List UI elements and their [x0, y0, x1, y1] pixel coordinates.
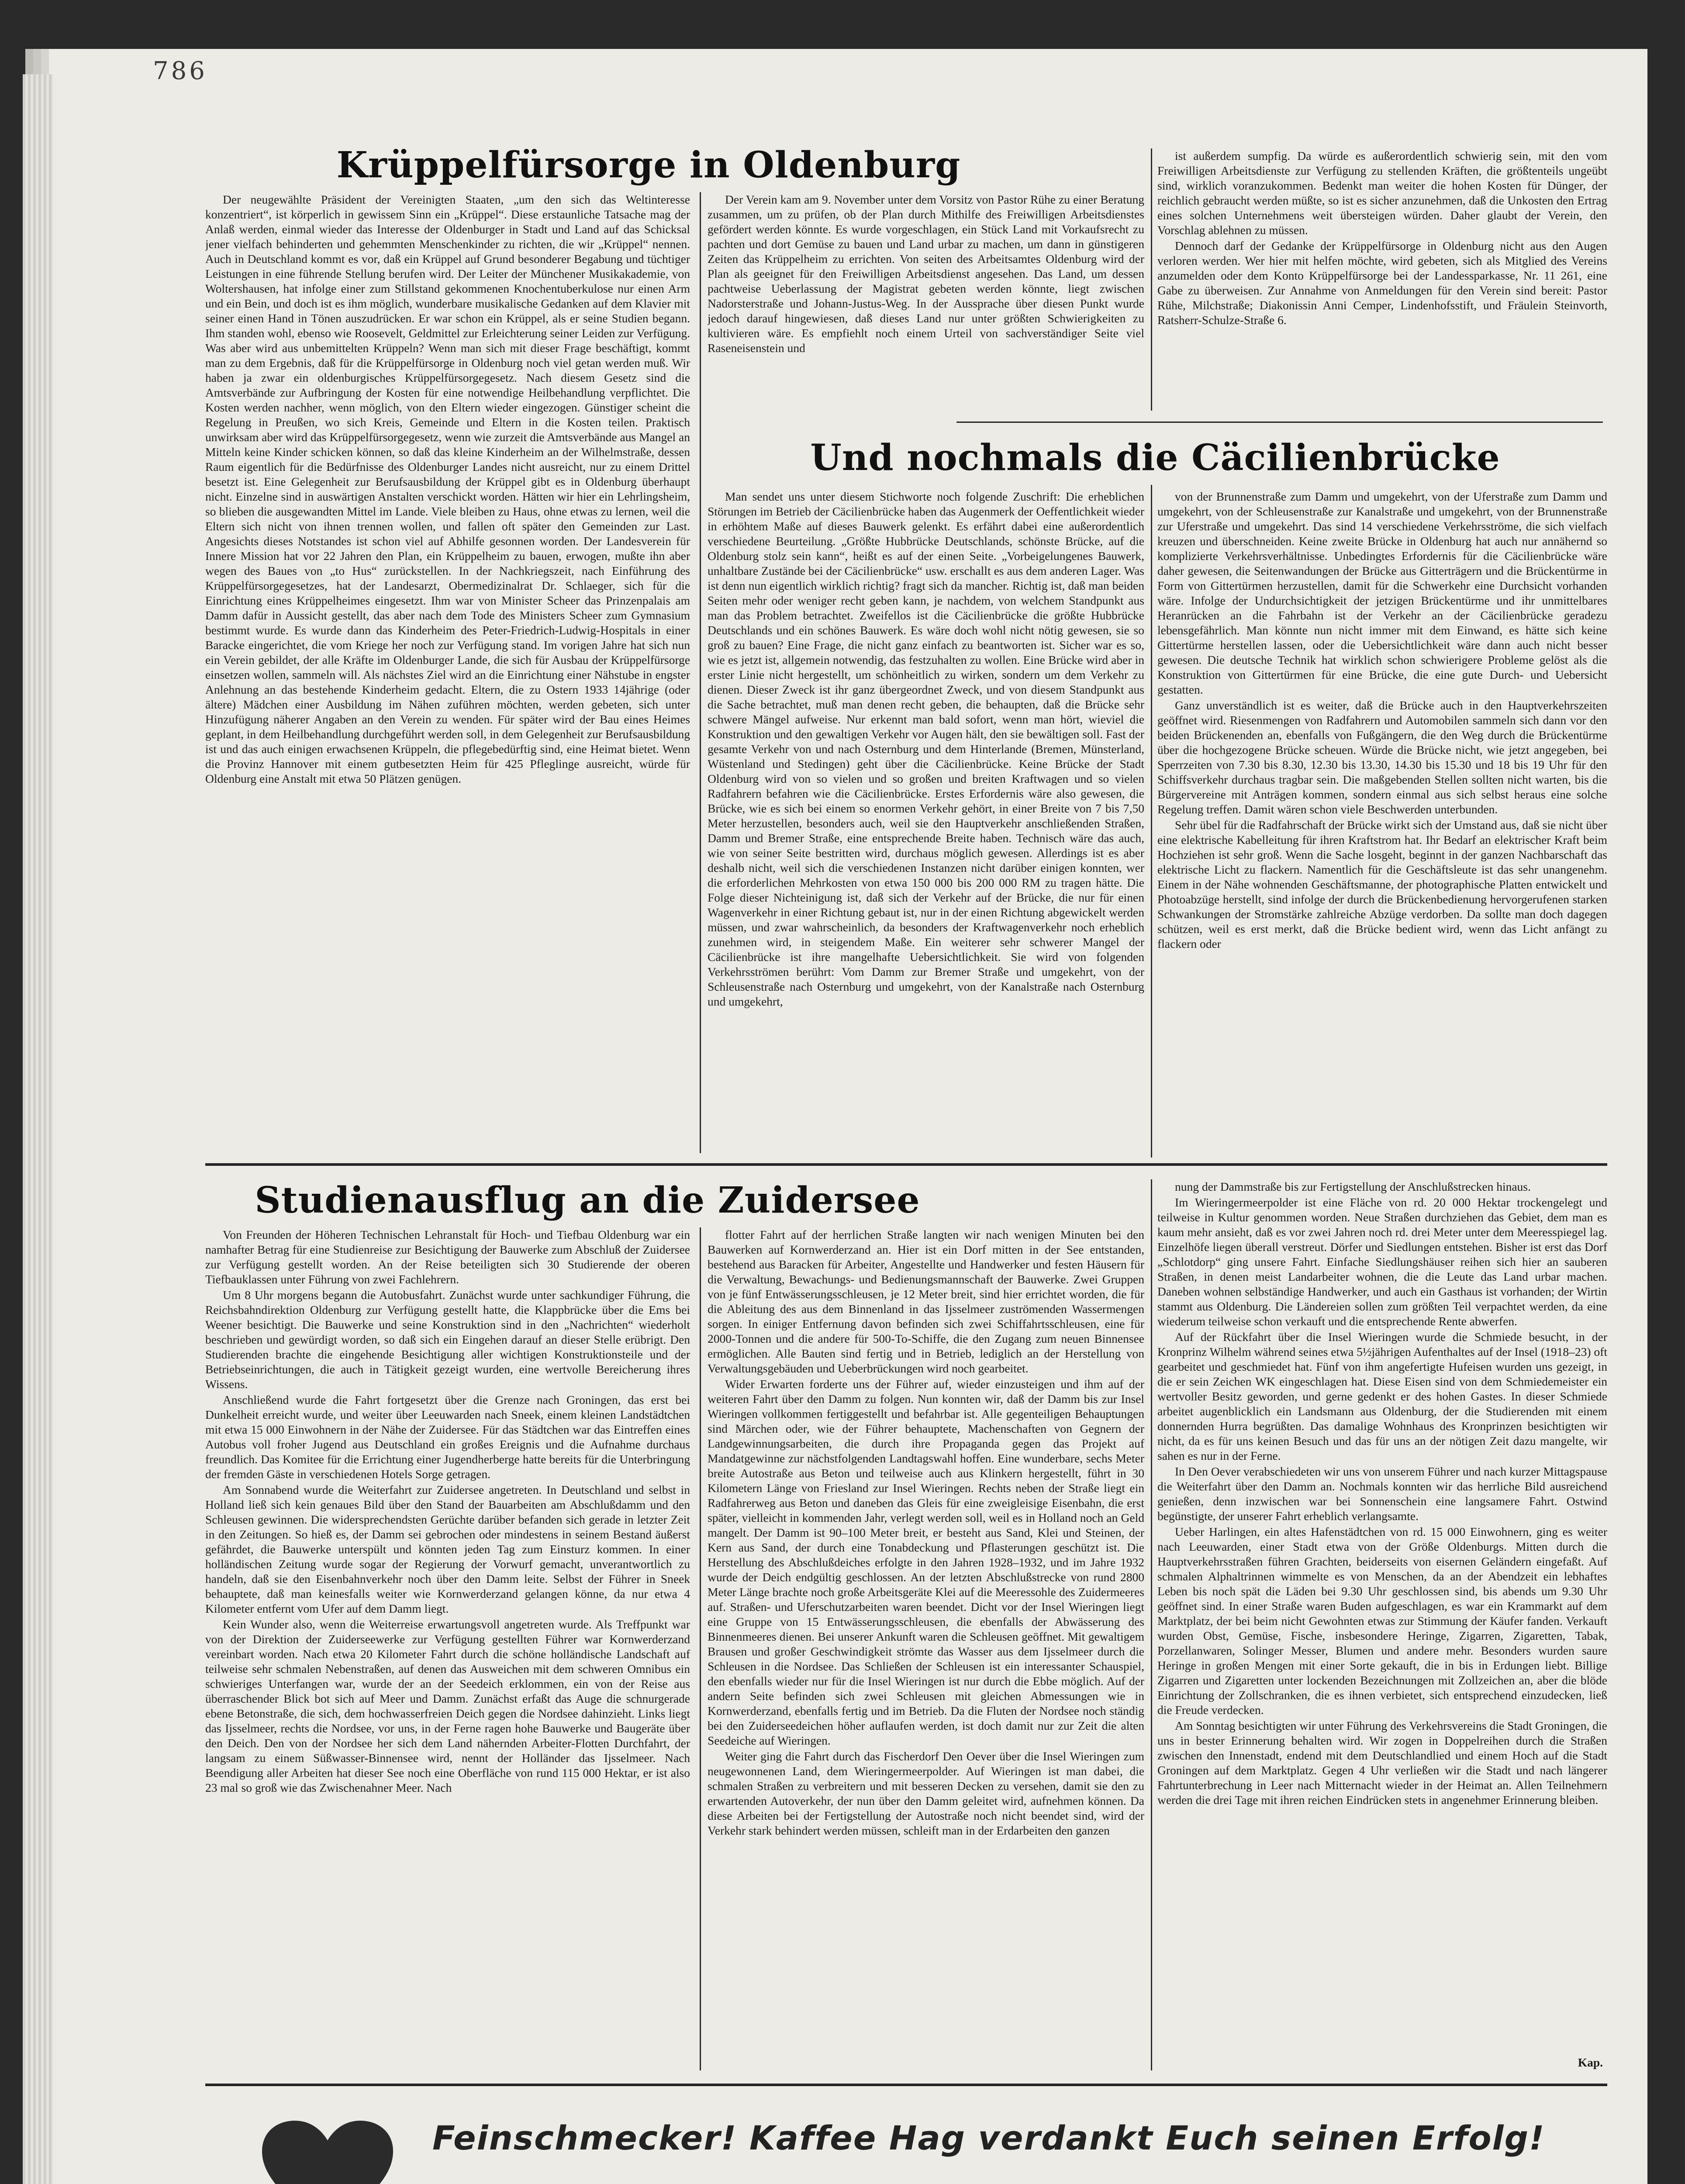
article-title-krueppelfuersorge: Krüppelfürsorge in Oldenburg — [336, 144, 961, 186]
ad-divider — [205, 2084, 1607, 2086]
column-rule — [1151, 485, 1152, 1158]
column-rule — [1151, 149, 1152, 411]
paragraph: nung der Dammstraße bis zur Fertigstellung der Anschlußstrecken hinaus. — [1175, 1180, 1531, 1193]
paragraph: Kein Wunder also, wenn die Weiterreise erwartungsvoll angetreten wurde. Als Treffpunkt war von der Direktion der Zuiderseewerke zur Verfügung gestellten Führer war Kornwerderzand vereinbart worden. Nach etwa 20 Kilometer Fahrt durch die schöne holländische Landschaft auf teilweise sehr schmalen Nebenstraßen, auf denen das Ausweichen mit dem schweren Omnibus ein schwieriges Unterfangen war, wurde der an der Seedeich erklommen, ein von der Reise aus überraschender Blick bot sich auf Meer und Damm. Zunächst erfaßt das Auge die schnurgerade ebene Betonstraße, die sich, dem hochwasserfreien Deich gegen die Nordsee dahinzieht. Links liegt das Ijsselmeer, rechts die Nordsee, vor uns, in der Ferne ragen hohe Bauwerke und Baugeräte über den Deich. Den von der Nordsee her sich dem Land nähernden Arbeiter-Flotten Durchfahrt, der langsam zu einem Süßwasser-Binnensee wird, nennt der Holländer das Ijsselmeer. Nach Beendigung aller Arbeiten hat dieser See noch eine Oberfläche von rund 115 000 Hektar, er ist also 23 mal so groß wie das Zwischenahner Meer. Nach — [205, 1617, 690, 1794]
paragraph: Wider Erwarten forderte uns der Führer auf, wieder einzusteigen und ihm auf der weiteren Fahrt über den Damm zu folgen. Nun konnten wir, daß der Damm bis zur Insel Wieringen vollkommen fertiggestellt und befahrbar ist. Alle gegenteiligen Behauptungen sind Märchen oder, wie der Führer behauptete, Machenschaften von Gegnern der Landgewinnungsarbeiten, die durch ihre Propaganda gegen das Projekt auf Mandatgewinne zur nächstfolgenden Landtagswahl hoffen. Eine wunderbare, sechs Meter breite Autostraße aus Beton und teilweise auch aus Klinkern hergestellt, führt in 30 Kilometern Länge von Friesland zur Insel Wieringen. Rechts neben der Straße liegt ein Radfahrerweg aus Beton und daneben das Gleis für eine zweigleisige Eisenbahn, die erst später, vielleicht in kommenden Jahr, verlegt werden soll, weil es in Holland noch an Geld mangelt. Der Damm ist 90–100 Meter breit, er besteht aus Sand, Klei und Steinen, der Kern aus Sand, der durch eine Tonabdeckung und Pflasterungen geschützt ist. Die Herstellung des Abschlußdeiches erfolgte in den Jahren 1928–1932, und im Jahre 1932 wurde der Deich endgültig geschlossen. An der letzten Abschlußstrecke von rund 2800 Meter Länge brachte noch große Arbeitsgeräte Klei auf die Meeressohle des Zuidermeeres auf. Straßen- und Uferschutzarbeiten waren beendet. Dicht vor der Insel Wieringen liegt eine Gruppe von 15 Entwässerungsschleusen, die ebenfalls der Abwässerung des Binnenmeeres dienen. Bei unserer Ankunft waren die Schleusen geöffnet. Mit gewaltigem Brausen und großer Geschwindigkeit strömte das Wasser aus dem Ijsselmeer durch die Schleusen in die Nordsee. Das Schließen der Schleusen ist ein interessanter Schauspiel, den ebenfalls wieder nur für die Insel Wieringen ist nur durch die Ebbe möglich. Auf der andern Seite befinden sich zwei Schleusen mit gleichen Abmessungen wie in Kornwerderzand, ebenfalls fertig und im Betrieb. Da die Fluten der Nordsee noch ständig bei den Zuiderseedeichen höher auflaufen werden, ist doch damit nur zur Zeit die alten Seedeiche auf Wieringen. — [708, 1377, 1144, 1747]
paragraph: Anschließend wurde die Fahrt fortgesetzt über die Grenze nach Groningen, das erst bei Dunkelheit erreicht wurde, und weiter über Leeuwarden nach Sneek, einem kleinen Landstädtchen mit etwa 15 000 Einwohnern in der Nähe der Zuidersee. Für das Städtchen war das Eintreffen eines Autobus voll froher Jugend aus Deutschland ein großes Ereignis und die Aufnahme durchaus freundlich. Das Komitee für die Errichtung einer Jugendherberge hatte bereits für die Unterbringung der fremden Gäste in verschiedenen Hotels Sorge getragen. — [205, 1393, 690, 1481]
article3-column-1 — [205, 1227, 690, 2070]
paragraph: In Den Oever verabschiedeten wir uns von unserem Führer und nach kurzer Mittagspause die Weiterfahrt über den Damm an. Nochmals konnten wir das herrliche Bild ausreichend genießen, denn inzwischen war bei Sonnenschein eine langsamere Fahrt. Ostwind begünstigte, der unserer Fahrt erheblich verlangsamte. — [1157, 1465, 1607, 1523]
article3-column-2 — [708, 1227, 1144, 2070]
paragraph: Der Verein kam am 9. November unter dem Vorsitz von Pastor Rühe zu einer Beratung zusammen, um zu prüfen, ob der Plan durch Mithilfe des Freiwilligen Arbeitsdienstes gefördert werden könnte. Es wurde vorgeschlagen, ein Stück Land mit Vorkaufsrecht zu pachten und dort Gemüse zu bauen und Land urbar zu machen, um dann in günstigeren Zeiten das Krüppelheim zu errichten. Von seiten des Arbeitsamtes Oldenburg wird der Plan als geeignet für den Freiwilligen Arbeitsdienst angesehen. Das Land, um dessen pachtweise Ueberlassung der Magistrat gebeten werden könnte, liegt zwischen Nadorsterstraße und Johann-Justus-Weg. In der Aussprache über diesen Punkt wurde jedoch darauf hingewiesen, daß dieses Land nur unter größten Schwierigkeiten zu kultivieren wäre. Es empfiehlt noch einem Urteil von sachverständiger Seite viel Raseneisenstein und — [708, 193, 1144, 355]
article1-column-3 — [1157, 149, 1607, 419]
column-rule — [700, 1227, 701, 2070]
paragraph: Man sendet uns unter diesem Stichworte noch folgende Zuschrift: Die erheblichen Störungen im Betrieb der Cäcilienbrücke haben das Augenmerk der Oeffentlichkeit wieder in erhöhtem Maße auf dieses Bauwerk gelenkt. Es erfährt dabei eine außerordentlich verschiedene Beurteilung. „Größte Hubbrücke Deutschlands, schönste Brücke, auf die Oldenburg stolz sein kann“, heißt es auf der einen Seite. „Vorbeigelungenes Bauwerk, unhaltbare Zustände bei der Cäcilienbrücke“ usw. erschallt es aus dem anderen Lager. Was ist denn nun eigentlich wirklich richtig? fragt sich da mancher. Richtig ist, daß man beiden Seiten mehr oder weniger recht geben kann, je nachdem, von welchem Standpunkt aus man das Problem betrachtet. Zweifellos ist die Cäcilienbrücke die größte Hubbrücke Deutschlands und ein schönes Bauwerk. Es wäre doch wohl nicht nötig gewesen, sie so groß zu bauen? Eine Frage, die nicht ganz einfach zu beantworten ist. Sicher war es so, wie es jetzt ist, allgemein notwendig, das festzuhalten zu wollen. Eine Brücke wird aber in erster Linie nicht hergestellt, um schönheitlich zu wirken, sondern um dem Verkehr zu dienen. Dieser Zweck ist ihr ganz übergeordnet Zweck, und von diesem Standpunkt aus die Sache betrachtet, muß man denen recht geben, die behaupten, daß die Brücke sehr schwere Mängel aufweise. Nur erkennt man bald sofort, wenn man hört, wieviel die Konstruktion und den gewaltigen Verkehr vor Augen hält, den sie bewältigen soll. Fast der gesamte Verkehr von und nach Osternburg und dem Hinterlande (Bremen, Münsterland, Wüstenland und Stedingen) geht über die Cäcilienbrücke. Keine Brücke der Stadt Oldenburg wird von so vielen und so großen und breiten Kraftwagen und so vielen Radfahrern befahren wie die Cäcilienbrücke. Erstes Erfordernis wäre also gewesen, die Brücke, wie es sich bei einem so enormen Verkehr gehört, in einer Breite von 7 bis 7,50 Meter herzustellen, besonders auch, weil sie den Hauptverkehr anschließenden Straßen, Damm und Bremer Straße, eine entsprechende Breite haben. Technisch wäre das auch, wie von seiner Seite bestritten wird, durchaus möglich gewesen. Allerdings ist es aber deshalb nicht, weil sich die verschiedenen Instanzen nicht darüber einigen konnten, wer die erforderlichen Mehrkosten von etwa 150 000 bis 200 000 RM zu tragen hätte. Die Folge dieser Nichteinigung ist, daß sich der Verkehr auf der Brücke, die nur für einen Wagenverkehr in einer Richtung gebaut ist, nur in der einen Richtung abgewickelt werden müssen, und zwar wahrscheinlich, da besonders der Kraftwagenverkehr noch erheblich zunehmen wird, in steigendem Maße. Ein weiterer sehr schwerer Mangel der Cäcilienbrücke ist ihre mangelhafte Uebersichtlichkeit. Sie wird von folgenden Verkehrsströmen berührt: Vom Damm zur Bremer Straße und umgekehrt, von der Schleusenstraße nach Osternburg und umgekehrt, von der Kanalstraße nach Osternburg und umgekehrt, — [708, 490, 1144, 1008]
article2-column-1 — [708, 489, 1144, 1158]
paragraph: Dennoch darf der Gedanke der Krüppelfürsorge in Oldenburg nicht aus den Augen verloren werden. Wer hier mit helfen möchte, wird gebeten, sich als Mitglied des Vereins anzumelden oder dem Konto Krüppelfürsorge bei der Landessparkasse, Nr. 11 261, eine Gabe zu überweisen. Zur Annahme von Anmeldungen für den Verein sind bereit: Pastor Rühe, Milchstraße; Diakonissin Anni Cemper, Lindenhofsstift, und Fräulein Steinvorth, Ratsherr-Schulze-Straße 6. — [1157, 239, 1607, 327]
paragraph: von der Brunnenstraße zum Damm und umgekehrt, von der Uferstraße zum Damm und umgekehrt, von der Schleusenstraße zur Kanalstraße und umgekehrt, von der Brunnenstraße zur Uferstraße und umgekehrt. Das sind 14 verschiedene Verkehrsströme, die sich vielfach kreuzen und überschneiden. Keine zweite Brücke in Oldenburg hat auch nur annähernd so komplizierte Verkehrsverhältnisse. Unbedingtes Erfordernis für die Cäcilienbrücke wäre daher gewesen, die Seitenwandungen der Brücke aus Gitterträgern und die Brückentürme in Form von Gittertürmen herzustellen, damit für die Schwerkehr eine Durchsicht vorhanden wäre. Infolge der Undurchsichtigkeit der jetzigen Brückentürme und ihr unmittelbares Heranrücken an die Fahrbahn ist der Verkehr an der Cäcilienbrücke geradezu lebensgefährlich. Man könnte nun nicht immer mit dem Einwand, es hätte sich keine Gittertürme herstellen lassen, oder die Uebersichtlichkeit wäre dann auch nicht besser gewesen. Die deutsche Technik hat wirklich schon schwierigere Probleme gelöst als die Konstruktion von Gittertürmen für eine Brücke, die eine gute Durch- und Uebersicht gestatten. — [1157, 490, 1607, 696]
paragraph: ist außerdem sumpfig. Da würde es außerordentlich schwierig sein, mit den vom Freiwilligen Arbeitsdienste zur Verfügung zu stellenden Kräften, die größtenteils ungeübt sind, wirklich voranzukommen. Bedenkt man weiter die hohen Kosten für Dünger, der reichlich gebraucht werden müßte, so ist es sicher anzunehmen, daß die Unkosten den Ertrag eines solchen Unternehmens weit übersteigen würden. Daher glaubt der Verein, den Vorschlag ablehnen zu müssen. — [1157, 149, 1607, 237]
section-divider — [956, 422, 1603, 423]
article-title-studienausflug: Studienausflug an die Zuidersee — [255, 1179, 920, 1221]
page-number: 786 — [153, 57, 207, 85]
paragraph: Ganz unverständlich ist es weiter, daß die Brücke auch in den Hauptverkehrszeiten geöffnet wird. Riesenmengen von Radfahrern und Automobilen sammeln sich dann vor den beiden Brückenenden an, ebenfalls von Fußgängern, die den Weg durch die Brückentürme über die hochgezogene Brücke scheuen. Würde die Brücke nicht, wie jetzt angegeben, bei Sperrzeiten von 7.30 bis 8.30, 12.30 bis 13.30, 14.30 bis 15.30 und 18 bis 19 Uhr für den Schiffsverkehr durchaus tragbar sein. Die maßgebenden Stellen sollten nicht warten, bis die Bürgervereine mit Anträgen kommen, sondern einmal aus sich selbst heraus eine solche Regelung treffen. Damit wären schon viele Beschwerden unterbunden. — [1157, 698, 1607, 816]
paragraph: Um 8 Uhr morgens begann die Autobusfahrt. Zunächst wurde unter sachkundiger Führung, die Reichsbahndirektion Oldenburg zur Verfügung gestellt hatte, die Klappbrücke über die Ems bei Weener besichtigt. Die Bauwerke und seine Konstruktion sind in den „Nachrichten“ wiederholt beschrieben und gewürdigt worden, so daß sich ein Eingehen darauf an dieser Stelle erübrigt. Den Studierenden brachte die eingehende Besichtigung aller wichtigen Konstruktionsteile und der Betriebseinrichtungen, die auch in Tätigkeit gezeigt wurden, eine wertvolle Bereicherung ihres Wissens. — [205, 1288, 690, 1391]
coffee-advertisement — [310, 2114, 1585, 2184]
stacked-page-edges — [23, 74, 53, 2184]
paragraph: Sehr übel für die Radfahrschaft der Brücke wirkt sich der Umstand aus, daß sie nicht über eine elektrische Kabelleitung für ihren Kraftstrom hat. Ihr Bedarf an elektrischer Kraft beim Hochziehen ist sehr groß. Wenn die Sache losgeht, beginnt in der ganzen Nachbarschaft das elektrische Licht zu flackern. Namentlich für die Geschäftsleute ist das sehr unangenehm. Einem in der Nähe wohnenden Geschäftsmanne, der photographische Platten entwickelt und Photoabzüge herstellt, sind infolge der durch die Brückenbedienung hervorgerufenen starken Schwankungen der Stromstärke zahlreiche Abzüge verdorben. Da sollte man doch dagegen schützen, weil es erst merkt, daß die Brücke bedient wird, wenn das Licht anfängt zu flackern oder — [1157, 818, 1607, 950]
paragraph: Von Freunden der Höheren Technischen Lehranstalt für Hoch- und Tiefbau Oldenburg war ein namhafter Betrag für eine Studienreise zur Besichtigung der Bauwerke zum Abschluß der Zuidersee zur Verfügung gestellt worden. An der Reise beteiligten sich 30 Studierende der oberen Tiefbauklassen unter Führung von zwei Fachlehrern. — [205, 1228, 690, 1286]
column-rule — [700, 192, 701, 1153]
paragraph: Weiter ging die Fahrt durch das Fischerdorf Den Oever über die Insel Wieringen zum neugewonnenen Land, dem Wieringermeerpolder. Auf Wieringen ist man dabei, die schmalen Straßen zu verbreitern und mit besseren Decken zu versehen, damit sie den zu erwartenden Autoverkehr, der nun über den Damm geleitet wird, aufnehmen können. Da diese Arbeiten bei der Fertigstellung der Autostraße noch nicht beendet sind, wird der Verkehr stark behindert werden müssen, schleift man in der Erdarbeiten den ganzen — [708, 1749, 1144, 1837]
article2-column-2 — [1157, 489, 1607, 1158]
article-title-caecilienbruecke: Und nochmals die Cäcilienbrücke — [810, 437, 1500, 479]
paragraph: Auf der Rückfahrt über die Insel Wieringen wurde die Schmiede besucht, in der Kronprinz Wilhelm während seines etwa 5½jährigen Aufenthaltes auf der Insel (1918–23) oft gearbeitet und geschmiedet hat. Fünf von ihm angefertigte Hufeisen wurden uns gezeigt, in die er sein Zeichen WK eingeschlagen hat. Diese Eisen sind von dem Schmiedemeister ein wertvoller Besitz geworden, und gerne gedenkt er des hohen Gastes. In dieser Schmiede arbeitet augenblicklich ein Landsmann aus Oldenburg, der die Studierenden mit einem donnernden Hurra begrüßten. Das damalige Wohnhaus des Kronprinzen besichtigten wir nicht, da es für uns keinen Besuch und das für uns an der nötigen Zeit dazu mangelte, wir sahen es nur in der Ferne. — [1157, 1330, 1607, 1462]
paragraph: Im Wieringermeerpolder ist eine Fläche von rd. 20 000 Hektar trockengelegt und teilweise in Kultur genommen worden. Neue Straßen durchziehen das Gebiet, dem man es kaum mehr ansieht, daß es vor zwei Jahren noch rd. drei Meter unter dem Meeresspiegel lag. Einzelhöfe liegen überall verstreut. Dörfer und Siedlungen entstehen. Bisher ist erst das Dorf „Schlotdorp“ ging unsere Fahrt. Einfache Siedlungshäuser reihen sich hier an sauberen Straßen, in denen meist Landarbeiter wohnen, die die Leute das Land urbar machen. Daneben wohnen selbständige Handwerker, und auch ein Gasthaus ist vorhanden; der Wirtin stammt aus Oldenburg. Die Ländereien sollen zum größten Teil verpachtet werden, da eine wiederum teilweise schon verkauft und die entsprechende Rente abwerfen. — [1157, 1196, 1607, 1328]
paragraph: Der neugewählte Präsident der Vereinigten Staaten, „um den sich das Weltinteresse konzentriert“, ist körperlich in gewissem Sinn ein „Krüppel“. Diese erstaunliche Tatsache mag der Anlaß werden, einmal wieder das Interesse der Oldenburger in Stadt und Land auf das Schicksal jener vielfach behinderten und gehemmten Menschenkinder zu richten, die wir „Krüppel“ nennen. Auch in Deutschland kommt es vor, daß ein Krüppel auf Grund besonderer Begabung und tüchtiger Leistungen in eine führende Stellung berufen wird. Der Leiter der Münchener Musikakademie, von Woltershausen, hat infolge einer zum Stillstand gekommenen Knochentuberkulose nur einen Arm und ein Bein, und doch ist es ihm möglich, wunderbare musikalische Gedanken auf dem Klavier mit seiner einen Hand in Tönen auszudrücken. Er war schon ein Krüppel, als er seine Studien begann. Ihm standen wohl, ebenso wie Roosevelt, Geldmittel zur Erleichterung seiner Leiden zur Verfügung. Was aber wird aus unbemittelten Krüppeln? Wenn man sich mit dieser Frage beschäftigt, kommt man zu dem Ergebnis, daß für die Krüppelfürsorge in Oldenburg noch viel getan werden muß. Wir haben ja zwar ein oldenburgisches Krüppelfürsorgegesetz. Nach diesem Gesetz sind die Amtsverbände zur Aufbringung der Kosten für eine notwendige Heilbehandlung verpflichtet. Die Kosten werden nachher, wenn möglich, von den Eltern wieder eingezogen. Günstiger scheint die Regelung in Preußen, wo sich Kreis, Gemeinde und Eltern in die Kosten teilen. Praktisch unwirksam aber wird das Krüppelfürsorgegesetz, wenn wie zurzeit die Amtsverbände aus Mangel an Mitteln keine Kinder schicken können, so daß das kleine Kinderheim an der Wilhelmstraße, dessen Raum eigentlich für die Bedürfnisse des Oldenburger Landes nicht ausreicht, nur zu einem Drittel besetzt ist. Eine Gelegenheit zur Berufsausbildung der Krüppel gibt es in Oldenburg überhaupt nicht. Einzelne sind in auswärtigen Anstalten verschickt worden. Hätten wir hier ein Lehrlingsheim, so blieben die ausgewandten Mittel im Lande. Viele bleiben zu Haus, ohne etwas zu lernen, weil die Eltern sich nicht von ihnen trennen wollen, und fallen oft später den Gemeinden zur Last. Angesichts dieses Notstandes ist schon viel auf Abhilfe gesonnen worden. Der Landesverein für Innere Mission hat vor 22 Jahren den Plan, ein Krüppelheim zu bauen, erwogen, mußte ihn aber wegen des Baues von „to Hus“ zurückstellen. In der Nachkriegszeit, nach Einführung des Krüppelfürsorgegesetzes, hat der Landesarzt, Obermedizinalrat Dr. Schlaeger, sich für die Einrichtung eines Krüppelheimes eingesetzt. Ihm war von Minister Scheer das Prinzenpalais am Damm dafür in Aussicht gestellt, das aber nach dem Tode des Ministers Scheer zum Gymnasium bestimmt wurde. Es wurde dann das Kinderheim des Peter-Friedrich-Ludwig-Hospitals in einer Baracke eingerichtet, die vom Kriege her noch zur Verfügung stand. Im vorigen Jahre hat sich nun ein Verein gebildet, der alle Kräfte im Oldenburger Lande, die sich für Ausbau der Krüppelfürsorge einsetzen wollen, sammeln will. Als nächstes Ziel wird an die Einrichtung einer Nähstube in engster Anlehnung an das bestehende Kinderheim gedacht. Eltern, die zu Ostern 1933 14jährige (oder ältere) Mädchen einer Ausbildung im Nähen zuführen möchten, werden gebeten, sich unter Hinzufügung näherer Angaben an den Verein zu wenden. Für später wird der Bau eines Heimes geplant, in dem Heilbehandlung durchgeführt werden soll, in dem Gelegenheit zur Berufsausbildung ist und das auch einigen erwachsenen Krüppeln, die pflegebedürftig sind, eine Heimat bietet. Wenn die Provinz Hannover mit einem gutbesetzten Heim für 425 Pfleglinge ausreicht, würde für Oldenburg eine Anstalt mit etwa 50 Plätzen genügen. — [205, 193, 690, 785]
article1-column-2 — [708, 192, 1144, 419]
section-divider — [205, 1163, 1607, 1166]
article3-signature: Kap. — [1578, 2056, 1603, 2069]
article3-column-3 — [1157, 1179, 1607, 2053]
paragraph: flotter Fahrt auf der herrlichen Straße langten wir nach wenigen Minuten bei den Bauwerken auf Kornwerderzand an. Hier ist ein Dorf mitten in der See entstanden, bestehend aus Baracken für Arbeiter, Angestellte und Handwerker und festen Häusern für die Verwaltung, Bewachungs- und Bedienungsmannschaft der Bauwerke. Zwei Gruppen von je fünf Entwässerungsschleusen, je 12 Meter breit, sind hier errichtet worden, die für die Ableitung des aus dem Binnenland in das Ijsselmeer zuströmenden Wassermengen sorgen. In einiger Entfernung davon befinden sich zwei Schiffahrtsschleusen, eine für 2000-Tonnen und die andere für 500-To-Schiffe, die den Zugang zum neuen Binnensee ermöglichen. Alle Bauten sind fertig und in Betrieb, lediglich an der Herstellung von Verwaltungsgebäuden und Ueberbrückungen wird noch gearbeitet. — [708, 1228, 1144, 1375]
paragraph: Ueber Harlingen, ein altes Hafenstädtchen von rd. 15 000 Einwohnern, ging es weiter nach Leeuwarden, einer Stadt etwa von der Größe Oldenburgs. Mitten durch die Hauptverkehrsstraßen führen Grachten, beiderseits von eisernen Geländern eingefaßt. Auf schmalen Alphaltrinnen wimmelte es von Menschen, da an der Abendzeit ein lebhaftes Leben bis noch spät die Läden bei 9.30 Uhr geschlossen sind, bis abends um 9.30 Uhr geöffnet sind. In einer Straße waren Buden aufgeschlagen, es war ein Krammarkt auf dem Marktplatz, der bei beim nicht Gewohnten etwas zur Stimmung der Käufer fanden. Verkauft wurden Obst, Gemüse, Fische, insbesondere Heringe, Zigarren, Zigaretten, Tabak, Porzellanwaren, Solinger Messer, Blumen und andere mehr. Besonders wurden saure Heringe in großen Mengen mit einer Sorte gekauft, die in bis in Erdungen liebt. Billige Zigarren und Zigaretten unter lockenden Bezeichnungen mit Zollzeichen an, aber die blöde Einrichtung der Zollschranken, die es ihnen verbietet, sich entsprechend einzudecken, ließ die Freude verdecken. — [1157, 1525, 1607, 1717]
column-rule — [1151, 1179, 1152, 2070]
article1-column-1 — [205, 192, 690, 1153]
paragraph: Am Sonnabend wurde die Weiterfahrt zur Zuidersee angetreten. In Deutschland und selbst in Holland ließ sich kein genaues Bild über den Stand der Bauarbeiten am Abschlußdamm und den Schleusen gewinnen. Die widersprechendsten Gerüchte darüber befanden sich gerade in letzter Zeit in den Zeitungen. So hieß es, der Damm sei gebrochen oder mindestens in seinem Bestand äußerst gefährdet, die Bauwerke unterspült und könnten jeden Tag zum Einsturz kommen. In einer holländischen Zeitung wurde sogar der Regierung der Vorwurf gemacht, unverantwortlich zu handeln, daß sie den Eisenbahnverkehr noch über den Damm leite. Selbst der Führer in Sneek behauptete, daß man keinesfalls weiter wie Kornwerderzand gelangen könne, da nur etwa 4 Kilometer entfernt vom Ufer auf dem Damm liegt. — [205, 1483, 690, 1615]
paragraph: Am Sonntag besichtigten wir unter Führung des Verkehrsvereins die Stadt Groningen, die uns in bester Erinnerung behalten wird. Wir zogen in Doppelreihen durch die Straßen zwischen den Innenstadt, endend mit dem Deutschlandlied und einem Hoch auf die Stadt Groningen auf dem Marktplatz. Gegen 4 Uhr verließen wir die Stadt und nach längerer Fahrtunterbrechung in Leer nach Mitternacht wieder in der Heimat an. Allen Teilnehmern werden die drei Tage mit ihren reichen Eindrücken stets in angenehmer Erinnerung bleiben. — [1157, 1719, 1607, 1807]
ad-line-1: Feinschmecker! Kaffee Hag verdankt Euch seinen Erfolg! — [432, 2118, 1545, 2157]
